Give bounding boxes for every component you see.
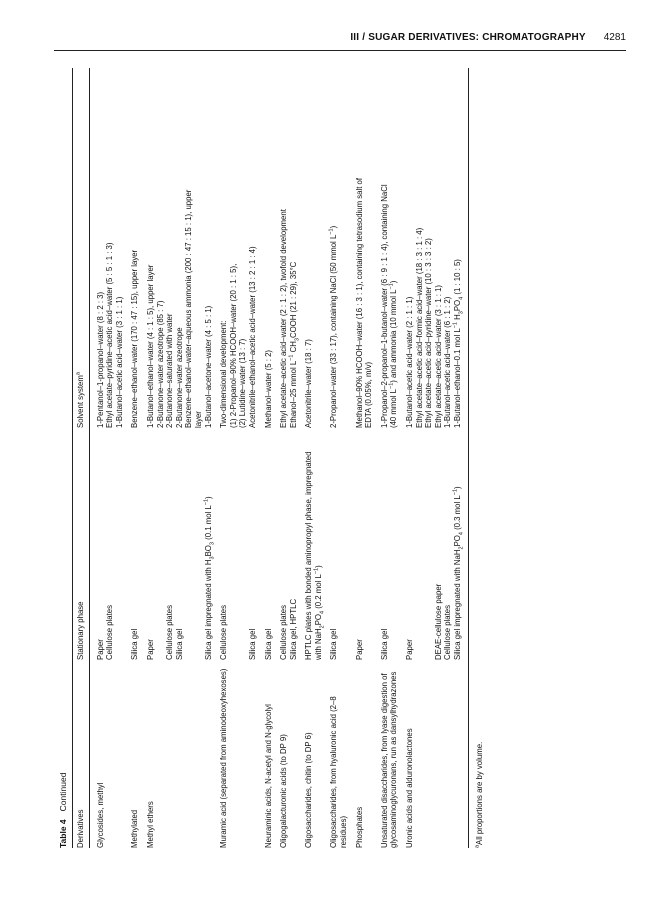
stationary-line: Silica gel xyxy=(263,628,273,660)
stationary-line: Silica gel xyxy=(329,628,339,660)
stationary-line: Cellulose plates xyxy=(165,604,175,660)
table-body xyxy=(89,68,468,848)
rotated-table-page xyxy=(58,68,568,848)
solvent-line: 1-Butanol–acetic acid–water (3 : 1 : 1) xyxy=(114,296,124,428)
header-solvent-label: Solvent system xyxy=(76,375,85,428)
solvent-line: Methanol–90% HCOOH–water (16 : 3 : 1), containing tetrasodium salt of xyxy=(354,177,364,428)
table-row xyxy=(273,68,298,848)
cell-solvent-system xyxy=(140,68,213,428)
header-solvent-system xyxy=(73,68,90,428)
cell-solvent-system xyxy=(298,68,323,428)
solvent-line: Benzene–ethanol–water (170 : 47 : 15), upper layer xyxy=(130,249,140,428)
cell-stationary-phase xyxy=(140,428,216,660)
cell-stationary-phase xyxy=(399,428,468,660)
table-row xyxy=(258,68,274,848)
solvent-line: Acetonitrile–ethanol–acetic acid–water (13 : 2 : 1 : 4) xyxy=(247,246,257,428)
cell-stationary-phase xyxy=(213,428,257,660)
stationary-line: Silica gel impregnated with $NaH_2PO_4$ (0.3 mol $L^{-1}$) xyxy=(452,486,465,660)
solvent-line: Two-dimensional development: xyxy=(219,320,229,428)
cell-stationary-phase xyxy=(298,428,326,660)
solvent-line: 1-Butanol–ethanol–0.1 mol $L^{-1}$ $H_3PO_4$ (1 : 10 : 5) xyxy=(452,259,465,428)
stationary-line: Silica gel impregnated with $H_3BO_3$ (0.1 mol $L^{-1}$) xyxy=(202,496,216,660)
table-header-row xyxy=(73,68,90,848)
cell-derivative: Oligogalacturonic acids (to DP 9) xyxy=(279,734,289,848)
cell-stationary-phase xyxy=(349,428,374,660)
table-caption xyxy=(58,68,68,848)
cell-solvent-system xyxy=(323,68,348,428)
cell-derivative: Oligosaccharides, from hyaluronic acid (2–8 residues) xyxy=(329,696,349,848)
solvent-line: Benzene–ethanol–water–aqueous ammonia (200 : 47 : 15 : 1), upper xyxy=(184,189,194,428)
cell-stationary-phase xyxy=(258,428,274,660)
stationary-line: Silica gel xyxy=(130,628,140,660)
solvent-line: 2-Butanone–water azeotrope xyxy=(174,327,184,428)
cell-solvent-system xyxy=(273,68,301,428)
cell-stationary-phase xyxy=(89,428,124,660)
solvent-line: 1-Butanol–acetic acid–water (6 : 1 : 2) xyxy=(443,296,453,428)
solvent-line: 2-Propanol–water (33 : 17), containing NaCl (50 mmol $L^{-1}$) xyxy=(328,225,339,428)
cell-stationary-phase xyxy=(124,428,140,660)
stationary-line xyxy=(115,432,125,660)
stationary-line: Cellulose plates xyxy=(443,604,453,660)
solvent-line: Ethyl acetate–acetic acid–formic acid–water (18 : 3 : 1 : 4) xyxy=(414,227,424,428)
table-row xyxy=(89,68,124,848)
cell-solvent-system xyxy=(349,68,374,428)
solvent-line: Acetonitrile–water (18 : 7) xyxy=(304,339,314,428)
cell-stationary-phase xyxy=(323,428,348,660)
solvent-line: 1-Pentanol–1-propanol–water (8 : 2 : 3) xyxy=(95,291,105,428)
cell-derivative: Methylated xyxy=(130,809,140,848)
stationary-line: Paper xyxy=(145,639,155,660)
stationary-line: with $NaH_2PO_4$ (0.2 mol $L^{-1}$) xyxy=(313,565,326,660)
cell-derivative: Methyl ethers xyxy=(145,801,155,848)
stationary-line: HPTLC plates with bonded aminopropyl phase, impregnated xyxy=(304,451,314,660)
cell-solvent-system xyxy=(89,68,124,428)
cell-solvent-system xyxy=(399,68,468,428)
cell-derivative: Unsaturated disaccharides, from lyase digestion of glycosaminoglycuronans, run as dansylhydrazones xyxy=(379,671,399,848)
cell-solvent-system xyxy=(213,68,257,428)
solvent-line: Ethyl acetate–pyridine–acetic acid–water (5 : 5 : 1 : 3) xyxy=(105,242,115,428)
table-row xyxy=(140,68,213,848)
footnote-marker: a xyxy=(75,372,82,376)
stationary-line xyxy=(229,432,239,660)
stationary-line xyxy=(194,432,204,660)
table-row xyxy=(298,68,323,848)
table-label: Table 4 xyxy=(58,819,68,848)
page-number: 4281 xyxy=(603,32,626,43)
table-row xyxy=(399,68,468,848)
solvent-line: 2-Butanone–saturated with water xyxy=(165,313,175,428)
header-stationary-phase: Stationary phase xyxy=(73,428,90,660)
stationary-line xyxy=(424,432,434,660)
running-head xyxy=(54,32,626,43)
cell-derivative: Phosphates xyxy=(354,806,364,848)
cell-solvent-system xyxy=(374,68,399,428)
stationary-line: Paper xyxy=(354,639,364,660)
solvent-line: (1) 2-Propanol–90% HCOOH–water (20 : 1 : 5), xyxy=(228,263,238,428)
cell-solvent-system xyxy=(258,68,274,428)
running-head-title: III / SUGAR DERIVATIVES: CHROMATOGRAPHY xyxy=(350,32,586,43)
table-row xyxy=(124,68,140,848)
cell-solvent-system xyxy=(124,68,140,428)
stationary-line: Silica gel, HPTLC xyxy=(288,598,298,660)
stationary-line: Silica gel xyxy=(379,628,389,660)
solvent-line: Methanol–water (5 : 2) xyxy=(263,349,273,428)
stationary-line xyxy=(156,432,166,660)
solvent-line: 1-Butanol–ethanol–water (4 : 1 : 5), upper layer xyxy=(145,264,155,428)
stationary-line: Cellulose plates xyxy=(279,604,289,660)
stationary-line: DEAE-cellulose paper xyxy=(433,583,443,660)
solvent-line: EDTA (0.05%, m/v) xyxy=(364,361,374,428)
solvent-line: Ethyl acetate–acetic acid–pyridine–water (10 : 3 : 3 : 2) xyxy=(424,238,434,428)
header-rule xyxy=(54,50,626,51)
cell-derivative: Muramic acid (separated from aminodeoxyhexoses) xyxy=(219,668,229,848)
stationary-line: Paper xyxy=(405,639,415,660)
solvent-line: Ethyl acetate–acetic acid–water (2 : 1 : 2), twofold development xyxy=(279,209,289,428)
stationary-line xyxy=(415,432,425,660)
cell-stationary-phase xyxy=(273,428,298,660)
stationary-line: Cellulose plates xyxy=(219,604,229,660)
stationary-line: Silica gel xyxy=(174,628,184,660)
solvent-line: (40 mmol $L^{-1}$) and ammonia (10 mmol $L^{-1}$) xyxy=(388,280,399,428)
solvent-line: (2) Lutidine–water (13 : 7) xyxy=(238,338,248,428)
solvent-line: 1-Propanol–2-propanol–1-butanol–water (6 : 9 : 1 : 4), containing NaCl xyxy=(379,184,389,428)
table-caption-text: Continued xyxy=(58,772,68,812)
table-footnote xyxy=(475,68,484,848)
solvent-line: 2-Butanone–water azeotrope (85 : 7) xyxy=(155,300,165,428)
stationary-line: Cellulose plates xyxy=(105,604,115,660)
stationary-line xyxy=(184,432,194,660)
table-row xyxy=(374,68,399,848)
cell-stationary-phase xyxy=(374,428,399,660)
solvent-line: layer xyxy=(193,411,203,428)
footnote-text: All proportions are by volume. xyxy=(474,741,484,845)
cell-derivative: Uronic acids and alduronolactones xyxy=(399,660,468,848)
stationary-line: Paper xyxy=(95,639,105,660)
footnote-marker: a xyxy=(474,844,480,848)
header-derivatives: Derivatives xyxy=(73,660,90,848)
table-row xyxy=(323,68,348,848)
cell-derivative: Oligosaccharides, chitin (to DP 6) xyxy=(304,732,314,848)
stationary-line xyxy=(238,432,248,660)
chromatography-table xyxy=(72,68,469,848)
solvent-line: Ethyl acetate–acetic acid–water (3 : 1 : 1) xyxy=(433,284,443,428)
stationary-line: Silica gel xyxy=(247,628,257,660)
table-row xyxy=(213,68,257,848)
cell-derivative: Neuraminic acids, N-acetyl and N-glycolyl xyxy=(263,704,273,848)
solvent-line: 1-Butanol–acetic acid–water (2 : 1 : 1) xyxy=(405,296,415,428)
table-row xyxy=(349,68,374,848)
solvent-line: 1-Butanol–acetone–water (4 : 5 : 1) xyxy=(203,305,213,428)
solvent-line: Ethanol–25 mmol $L^{-1}$ $CH_3COOH$ (21 : 29), 35°C xyxy=(288,261,301,428)
cell-derivative: Glycosides, methyl xyxy=(95,782,105,848)
